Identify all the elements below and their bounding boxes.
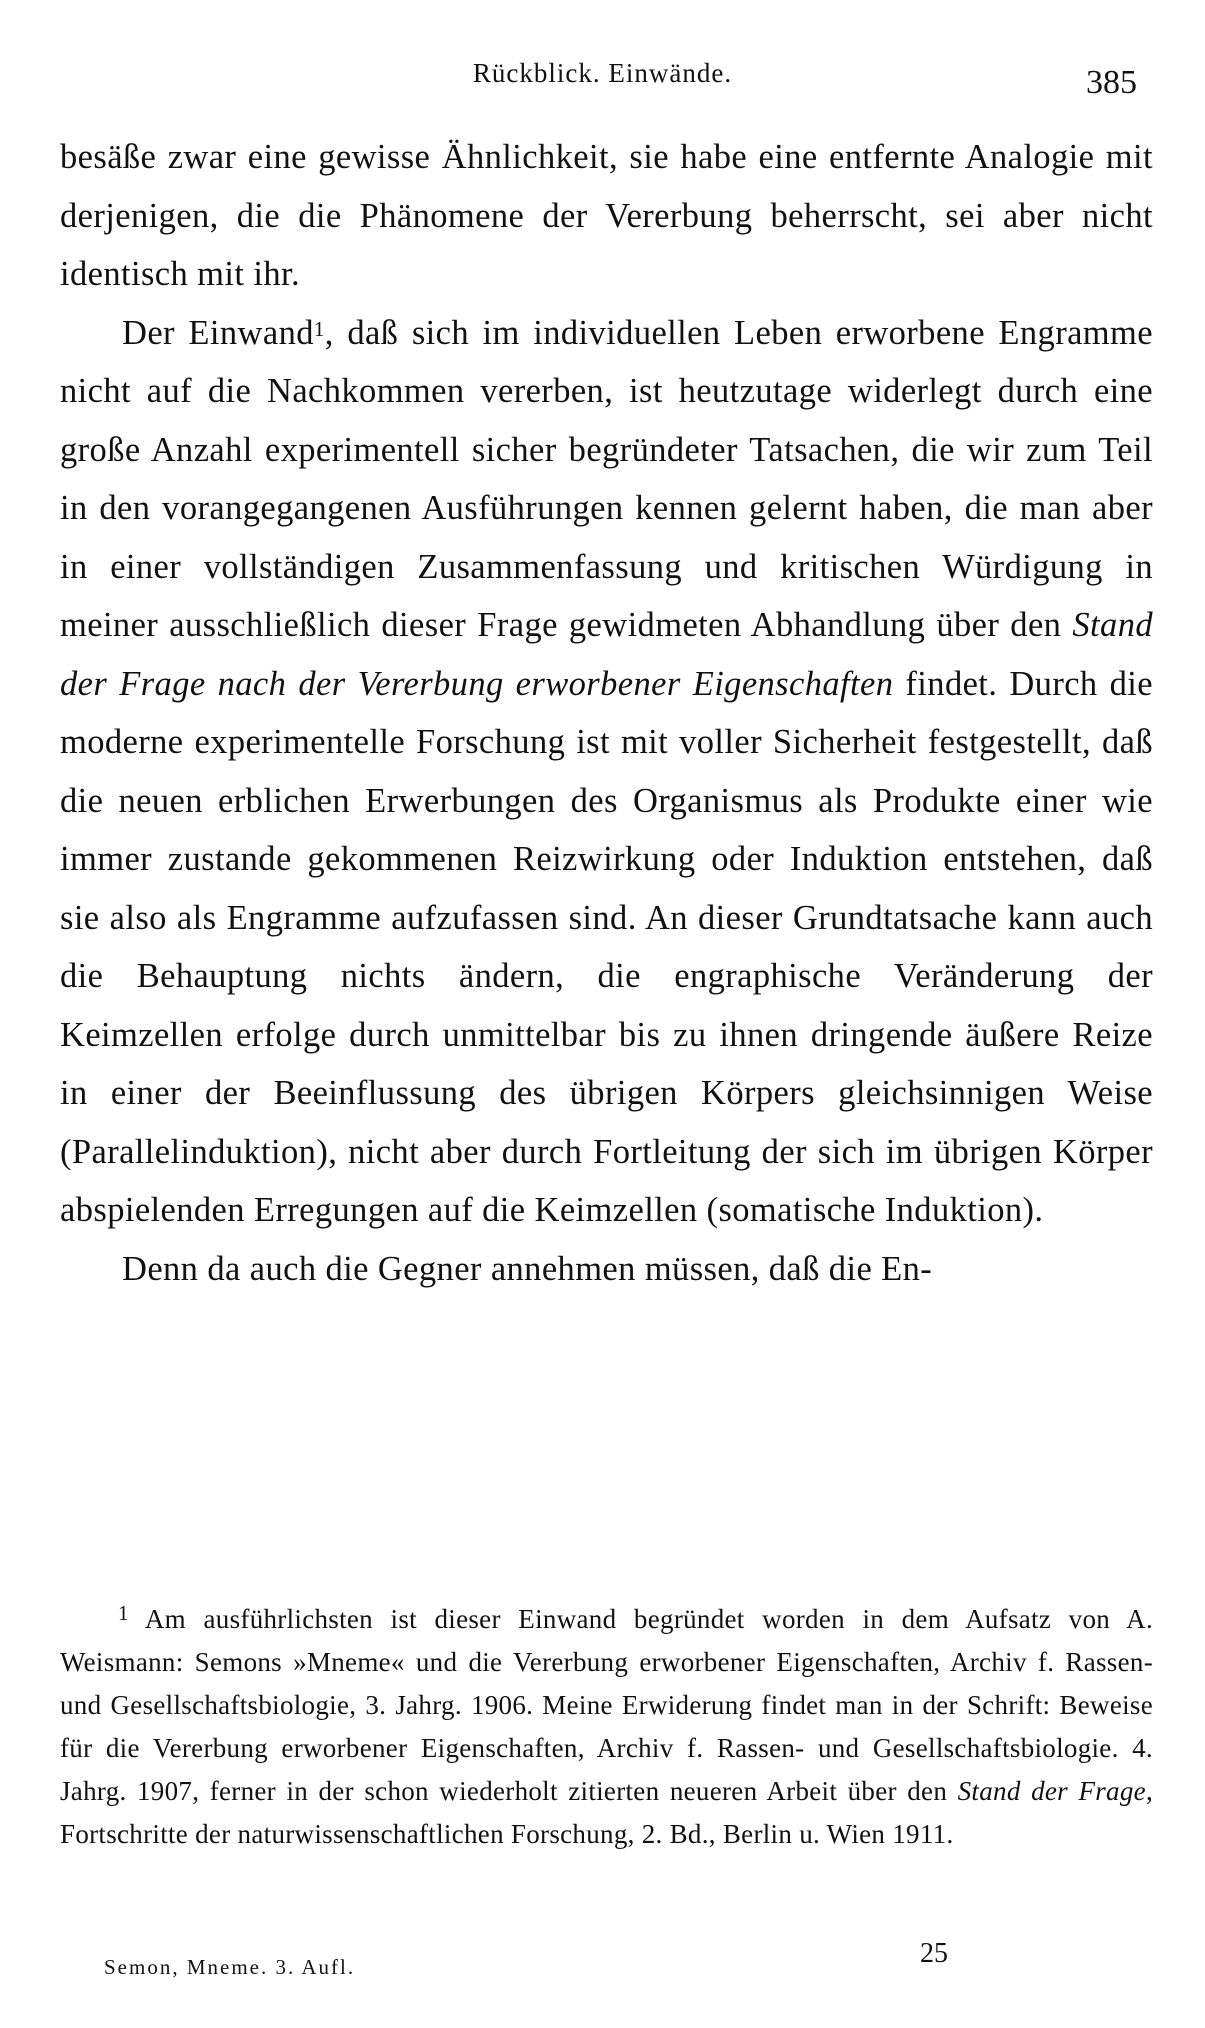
body-text <box>60 128 1153 1298</box>
paragraph-2 <box>60 304 1153 1240</box>
running-title: Rückblick. Einwände. <box>472 58 733 88</box>
page-header <box>60 58 1145 108</box>
paragraph-3 <box>60 1240 1153 1299</box>
paragraph-2-text-a: Der Einwand <box>122 313 314 352</box>
printer-signature: Semon, Mneme. 3. Aufl. <box>104 1955 356 1979</box>
cited-title: Stand der Frage nach der Vererbung erworbener Eigenschaften <box>60 606 1153 703</box>
footnote-reference: 1 <box>313 316 325 341</box>
paragraph-1-text: besäße zwar eine gewisse Ähnlichkeit, sie habe eine entfernte Analogie mit derjenigen, die die Phänomene der Vererbung beherrscht, sei aber nicht identisch mit ihr. <box>60 138 1153 293</box>
footnote-mark: 1 <box>118 1601 129 1625</box>
footnotes <box>60 1598 1153 1856</box>
footnote-text-a: Am ausführlichsten ist dieser Einwand begründet worden in dem Aufsatz von A. Weismann: Semons »Mneme« und die Vererbung erworbener Eigenschaften, Archiv f. Rassen- und Gesellschaftsbiologie, 3. Jahrg. 1906. Meine Erwiderung findet man in der Schrift: Beweise für die Vererbung erworbener Eigenschaften, Archiv f. Rassen- und Gesellschaftsbiologie. 4. Jahrg. 1907, ferner in der schon wiederholt zitierten neueren Arbeit über den <box>60 1604 1153 1806</box>
paragraph-2-text-c: findet. Durch die moderne experimentelle Forschung ist mit voller Sicherheit festgestellt, daß die neuen erblichen Erwerbungen des Organismus als Produkte einer wie immer zustande gekommenen Reizwirkung oder Induktion entstehen, daß sie also als Engramme aufzufassen sind. An dieser Grundtatsache kann auch die Behauptung nichts ändern, die engraphische Veränderung der Keimzellen erfolge durch unmittelbar bis zu ihnen dringende äußere Reize in einer der Beeinflussung des übrigen Körpers gleichsinnigen Weise (Parallelinduktion), nicht aber durch Fortleitung der sich im übrigen Körper abspielenden Erregungen auf die Keimzellen (somatische Induktion). <box>60 664 1153 1229</box>
paragraph-2-text-b: , daß sich im individuellen Leben erworbene Engramme nicht auf die Nachkommen vererben, ist heutzutage widerlegt durch eine große Anzahl experimentell sicher begründeter Tatsachen, die wir zum Teil in den vorangegangenen Ausführungen kennen gelernt haben, die man aber in einer vollständigen Zusammenfassung und kritischen Würdigung in meiner ausschließlich dieser Frage gewidmeten Abhandlung über den <box>60 313 1153 644</box>
sheet-number: 25 <box>920 1938 948 1969</box>
footnote-text-b: , Fortschritte der naturwissenschaftlichen Forschung, 2. Bd., Berlin u. Wien 1911. <box>60 1776 1153 1849</box>
paragraph-1 <box>60 128 1153 304</box>
paragraph-3-text: Denn da auch die Gegner annehmen müssen, daß die En- <box>122 1249 933 1288</box>
footnote-1 <box>60 1598 1153 1856</box>
page-number: 385 <box>1086 64 1137 101</box>
footnote-cited-title: Stand der Frage <box>957 1776 1146 1806</box>
